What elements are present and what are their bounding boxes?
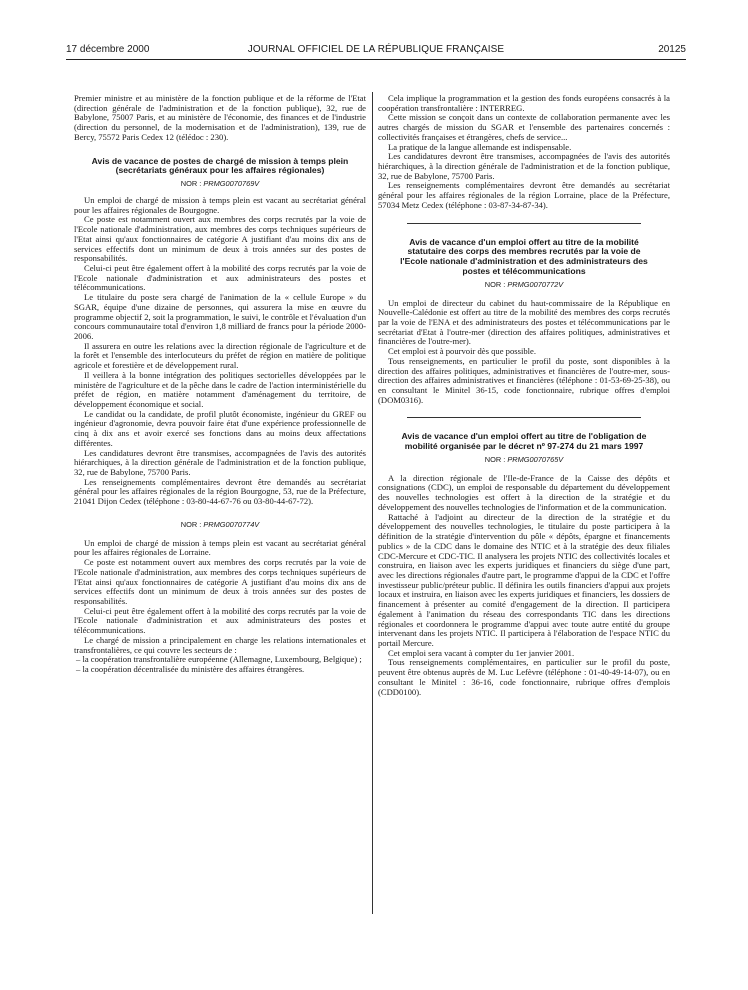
paragraph: Tous renseignements complémentaires, en particulier sur le profil du poste, peuvent être obtenus auprès de M. Luc Lefèvre (téléphone : 01-40-49-14-07), ou en consultant le Minitel : 36-16, code fonctionnaire, rubrique offres d'emplois (CDD0100).: [378, 657, 670, 697]
paragraph: Les renseignements complémentaires devront être demandés au secrétariat général pour les affaires régionales de la région Bourgogne, 53, rue de la Préfecture, 21041 Dijon Cedex (téléphone : 03-80-44-67-76 ou 03-80-44-67-72).: [74, 476, 366, 507]
paragraph: Le chargé de mission a principalement en charge les relations internationales et transfrontalières, ce qui couvre les secteurs de :: [74, 634, 366, 655]
sector-list: [74, 655, 366, 674]
paragraph: Un emploi de directeur du cabinet du haut-commissaire de la République en Nouvelle-Calédonie est offert au titre de la mobilité des membres des corps recrutés par la voie de l'ENA et des administrateurs des postes et télécommunications par le secrétariat d'Etat à l'outre-mer (direction des affaires politiques, administratives et financières de l'outre-mer).: [378, 297, 670, 347]
paragraph: Ce poste est notamment ouvert aux membres des corps recrutés par la voie de l'Ecole nationale d'administration, aux membres des corps techniques supérieurs de l'Etat ainsi qu'aux fonctionnaires de catégorie A justifiant d'au moins dix ans de services effectifs dont un minimum de deux à trois années sur des postes de responsabilités.: [74, 557, 366, 606]
notice-title: Avis de vacance d'un emploi offert au titre de l'obligation de mobilité organisée par le décret nº 97-274 du 21 mars 1997: [401, 431, 647, 452]
nor-reference: NOR : PRMG0070765V: [484, 455, 564, 465]
journal-title: JOURNAL OFFICIEL DE LA RÉPUBLIQUE FRANÇAISE: [247, 44, 505, 55]
page-number: 20125: [658, 44, 686, 55]
paragraph: La pratique de la langue allemande est indispensable.: [388, 141, 572, 152]
list-item: – la coopération transfrontalière européenne (Allemagne, Luxembourg, Belgique) ;: [76, 654, 362, 665]
header-rule: [66, 59, 686, 60]
right-column: [378, 94, 670, 697]
page-header: [66, 44, 686, 60]
notice-obligation-mobilite: [378, 432, 670, 697]
paragraph: Cette mission se conçoit dans un contexte de collaboration permanente avec les autres chargés de mission du SGAR et l'ensemble des partenaires concernés : collectivités françaises et étrangères, chefs de service...: [378, 112, 670, 142]
paragraph: Cela implique la programmation et la gestion des fonds européens consacrés à la coopération transfrontalière : INTERREG.: [378, 93, 670, 113]
notice-sgar-bourgogne: [74, 157, 366, 507]
paragraph: Le candidat ou la candidate, de profil plutôt économiste, ingénieur du GREF ou ingénieur d'agronomie, devra pouvoir faire état d'une expérience professionnelle de cinq à dix ans et avoir exercé ses fonctions dans au moins deux affectations différentes.: [74, 408, 366, 448]
notice-continuation: [378, 94, 670, 211]
notice-sgar-lorraine: [74, 520, 366, 675]
list-item: – la coopération décentralisée du ministère des affaires étrangères.: [76, 663, 305, 674]
paragraph: Rattaché à l'adjoint au directeur de la direction de la stratégie et du développement des nouvelles technologies, le titulaire du poste participera à la définition de la stratégie d'intervention du pôle « dépôts, épargne et financements publics » de la CDC dans le domaine des NTIC et à la stratégie des deux filiales CDC-Mercure et CDC-TIC. Il analysera les projets NTIC des collectivités locales et construira, en liaison avec les experts juridiques et financiers du siège d'une part, avec les directions régionales d'autre part, le programme d'appui de la CDC et l'offre investisseur public/préteur public. Il définira les outils financiers d'appui aux projets locaux et instruira, en liaison avec les experts juridiques et financiers, les dossiers de financement à présenter au comité d'engagement de la direction. Il participera également à l'animation du réseau des correspondants TIC dans les directions régionales et coordonnera le programme d'appui avec toute autre entité du groupe intervenant dans les projets NTIC. Il participera à l'élaboration de l'espace NTIC du portail Mercure.: [378, 511, 670, 648]
paragraph: Cet emploi sera vacant à compter du 1er janvier 2001.: [388, 647, 575, 658]
paragraph: Le titulaire du poste sera chargé de l'animation de la « cellule Europe » du SGAR, équipe d'une dizaine de personnes, qui assurera la mise en œuvre du programme objectif 2, soit la programmation, le suivi, le contrôle et l'évaluation d'un concours communautaire total d'environ 1,8 milliard de francs pour la période 2000-2006.: [74, 292, 366, 341]
left-column: [74, 94, 366, 675]
paragraph: Celui-ci peut être également offert à la mobilité des corps recrutés par la voie de l'Ecole nationale d'administration et aux administrateurs des postes et télécommunications.: [74, 605, 366, 636]
paragraph: Celui-ci peut être également offert à la mobilité des corps recrutés par la voie de l'Ecole nationale d'administration et aux administrateurs des postes et télécommunications.: [74, 262, 366, 293]
notice-title: Avis de vacance d'un emploi offert au titre de la mobilité statutaire des corps des membres recrutés par la voie de l'Ecole nationale d'administration et des administrateurs des postes et télécommunications: [400, 236, 648, 277]
paragraph: Un emploi de chargé de mission à temps plein est vacant au secrétariat général pour les affaires régionales de Bourgogne.: [74, 194, 366, 215]
paragraph: Tous renseignements, en particulier le profil du poste, sont disponibles à la direction des affaires politiques, administratives et financières de l'outre-mer, sous-direction des affaires administratives et financières (téléphone : 01-53-69-25-38), ou en consultant le Minitel 36-15, code fonctionnaire, rubrique offres d'emploi (DOM0316).: [378, 355, 670, 405]
header-date: 17 décembre 2000: [66, 44, 150, 55]
nor-reference: NOR : PRMG0070772V: [484, 279, 564, 289]
notice-title: Avis de vacance de postes de chargé de mission à temps plein (secrétariats généraux pour les affaires régionales): [91, 155, 349, 176]
paragraph: Il veillera à la bonne intégration des politiques sectorielles développées par le ministère de l'agriculture et de la pêche dans le cadre de l'action interministérielle du préfet de région, en matière notamment d'aménagement du territoire, de développement économique et social.: [74, 369, 366, 409]
paragraph: Les candidatures devront être transmises, accompagnées de l'avis des autorités hiérarchiques, à la direction générale de l'administration et de la fonction publique, 32, rue de Babylone, 75700 Paris.: [74, 447, 366, 478]
nor-reference: NOR : PRMG0070769V: [180, 179, 260, 189]
paragraph: Ce poste est notamment ouvert aux membres des corps recrutés par la voie de l'Ecole nationale d'administration, aux membres des corps techniques supérieurs de l'Etat ainsi qu'aux fonctionnaires de catégorie A justifiant d'au moins dix ans de services effectifs dont un minimum de deux à trois années sur des postes de responsabilités.: [74, 214, 366, 264]
paragraph: Cet emploi est à pourvoir dès que possible.: [388, 346, 536, 357]
paragraph: Un emploi de chargé de mission à temps plein est vacant au secrétariat général pour les affaires régionales de Lorraine.: [74, 537, 366, 558]
notice-mobilite-statutaire: [378, 238, 670, 406]
nor-reference: NOR : PRMG0070774V: [180, 519, 260, 529]
column-divider: [372, 92, 373, 914]
paragraph: A la direction régionale de l'Ile-de-France de la Caisse des dépôts et consignations (CDC), un emploi de responsable du département du développement des nouvelles technologies est offert à la direction de la stratégie et du développement des nouvelles technologies de l'information et de la communication.: [378, 472, 670, 512]
paragraph: Les renseignements complémentaires devront être demandés au secrétariat général pour les affaires régionales de la région Lorraine, place de la Préfecture, 57034 Metz Cedex (téléphone : 03-87-34-87-34).: [378, 180, 670, 210]
intro-paragraph: Premier ministre et au ministère de la fonction publique et de la réforme de l'Etat (direction générale de l'administration et de la fonction publique), 32, rue de Babylone, 75007 Paris, et au ministère de l'économie, des finances et de l'industrie (direction du personnel, de la modernisation et de l'administration), 139, rue de Bercy, 75572 Paris Cedex 12 (télédoc : 230).: [74, 93, 366, 142]
paragraph: Il assurera en outre les relations avec la direction régionale de l'agriculture et de la forêt et l'ensemble des interlocuteurs du préfet de région en matière de politique agricole et forestière et de développement rural.: [74, 340, 366, 371]
paragraph: Les candidatures devront être transmises, accompagnées de l'avis des autorités hiérarchiques, à la direction générale de l'administration et de la fonction publique, 32, rue de Babylone, 75700 Paris.: [378, 151, 670, 181]
